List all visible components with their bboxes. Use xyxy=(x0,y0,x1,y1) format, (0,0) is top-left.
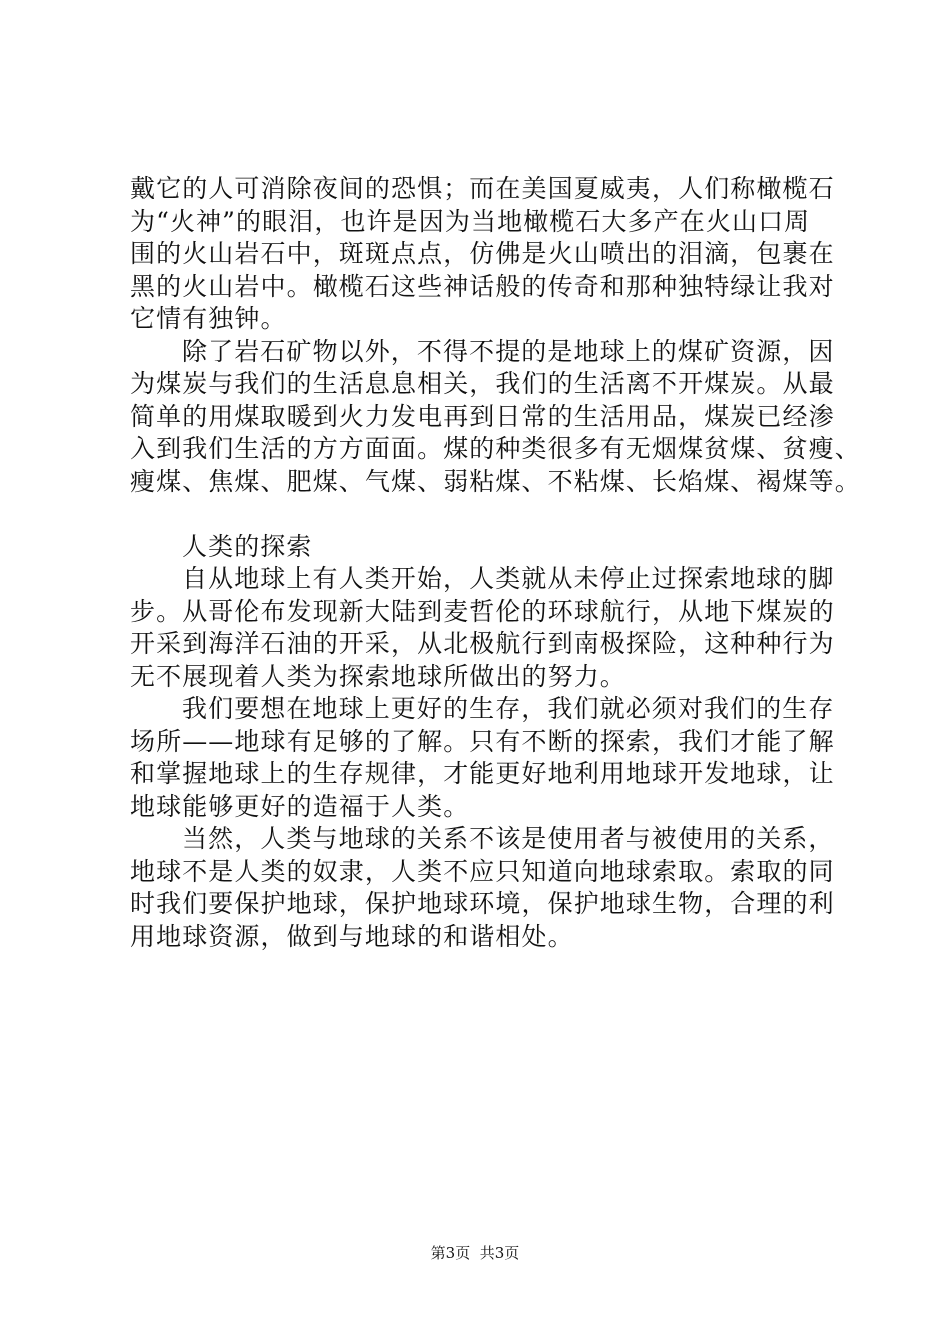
text-line: 围的火山岩石中，斑斑点点，仿佛是火山喷出的泪滴，包裹在 xyxy=(130,239,835,268)
text-line: 为“火神”的眼泪，也许是因为当地橄榄石大多产在火山口周 xyxy=(130,206,811,236)
text-line: 时我们要保护地球，保护地球环境，保护地球生物，合理的利 xyxy=(130,889,835,918)
text-line: 瘦煤、焦煤、肥煤、气煤、弱粘煤、不粘煤、长焰煤、褐煤等。 xyxy=(130,466,861,496)
paragraph-understanding-earth xyxy=(130,693,835,823)
blank-line xyxy=(130,498,830,531)
text-line: 地球不是人类的奴隶，人类不应只知道向地球索取。索取的同 xyxy=(130,856,835,886)
text-line: 戴它的人可消除夜间的恐惧；而在美国夏威夷，人们称橄榄石 xyxy=(130,174,835,203)
paragraph-human-exploration xyxy=(130,563,835,693)
text-line: 我们要想在地球上更好的生存，我们就必须对我们的生存 xyxy=(182,694,835,723)
text-line: 场所——地球有足够的了解。只有不断的探索，我们才能了解 xyxy=(130,726,835,756)
section-heading: 人类的探索 xyxy=(182,531,313,561)
page-footer xyxy=(0,1243,950,1263)
paragraph-protect-earth xyxy=(130,823,835,953)
page-number-current: 第3页 xyxy=(430,1244,471,1262)
text-line: 开采到海洋石油的开采，从北极航行到南极探险，这种种行为 xyxy=(130,629,835,658)
text-line: 自从地球上有人类开始，人类就从未停止过探索地球的脚 xyxy=(182,564,835,593)
text-line: 除了岩石矿物以外，不得不提的是地球上的煤矿资源，因 xyxy=(182,336,835,366)
text-line: 黑的火山岩中。橄榄石这些神话般的传奇和那种独特绿让我对 xyxy=(130,271,835,301)
paragraph-continued-olivine xyxy=(130,173,835,336)
paragraph-coal-resources xyxy=(130,336,861,499)
text-line: 用地球资源，做到与地球的和谐相处。 xyxy=(130,921,574,951)
document-body xyxy=(130,173,861,953)
text-line: 入到我们生活的方方面面。煤的种类很多有无烟煤贫煤、贫瘦、 xyxy=(130,434,861,463)
text-line: 地球能够更好的造福于人类。 xyxy=(130,791,470,821)
text-line: 无不展现着人类为探索地球所做出的努力。 xyxy=(130,661,626,691)
text-line: 当然，人类与地球的关系不该是使用者与被使用的关系， xyxy=(182,824,835,853)
text-line: 步。从哥伦布发现新大陆到麦哲伦的环球航行，从地下煤炭的 xyxy=(130,596,835,626)
text-line: 为煤炭与我们的生活息息相关，我们的生活离不开煤炭。从最 xyxy=(130,369,835,398)
text-line: 它情有独钟。 xyxy=(130,304,287,333)
text-line: 和掌握地球上的生存规律，才能更好地利用地球开发地球，让 xyxy=(130,759,835,788)
text-line: 简单的用煤取暖到火力发电再到日常的生活用品，煤炭已经渗 xyxy=(130,401,835,431)
page-number-total: 共3页 xyxy=(479,1244,520,1262)
